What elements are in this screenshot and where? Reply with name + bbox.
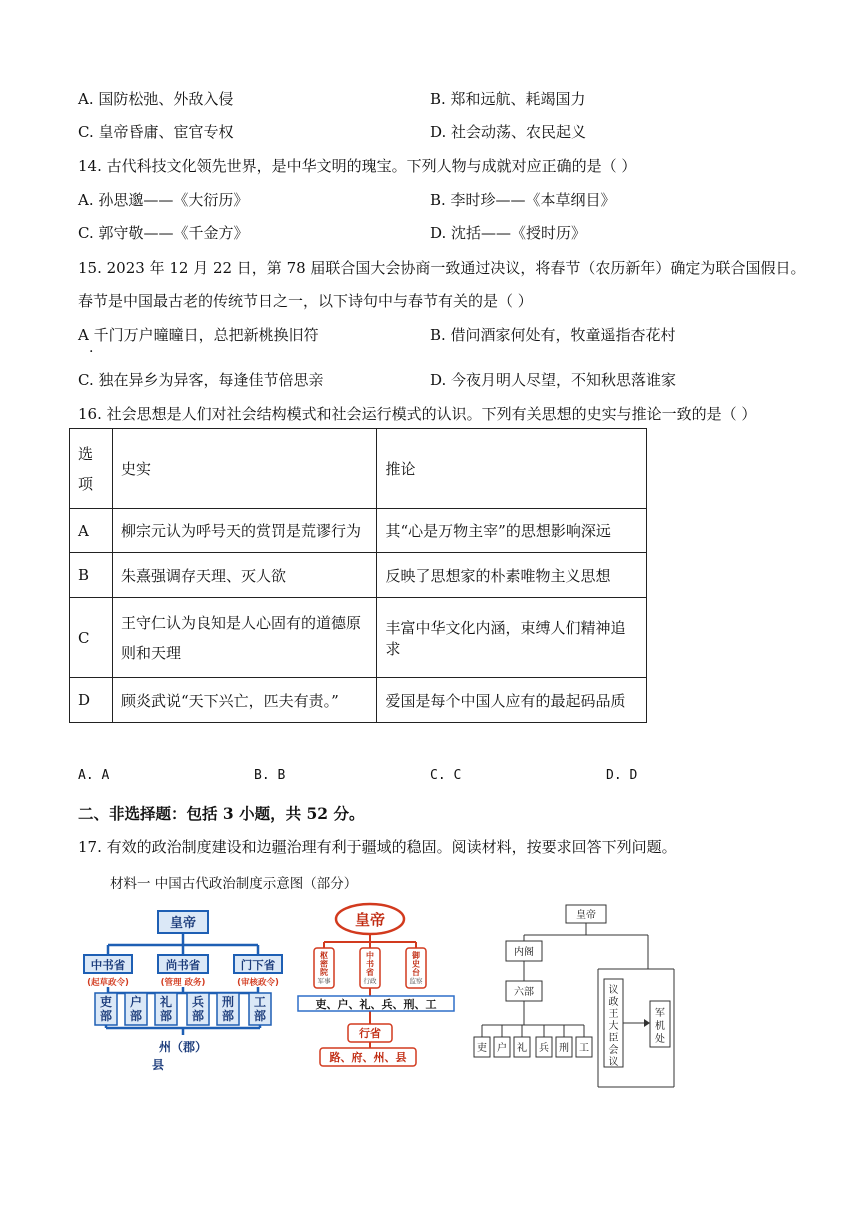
diagram-qing-system bbox=[464, 897, 686, 1097]
q15-option-a: A 千门万户曈曈日，总把新桃换旧符 bbox=[78, 326, 319, 344]
diagram2-branch-2-char-1: 史 bbox=[412, 959, 420, 969]
q16-row-b-fact: 朱熹强调存天理、灭人欲 bbox=[112, 553, 377, 598]
diagram3-grand-council-char-2: 处 bbox=[655, 1034, 665, 1045]
q16-row-a-fact: 柳宗元认为呼号天的赏罚是荒谬行为 bbox=[112, 509, 377, 553]
diagram1-local-zhou: 州（郡） bbox=[158, 1040, 208, 1054]
diagram2-note-yushi: 监察 bbox=[409, 977, 423, 985]
diagram3-council-char-1: 政 bbox=[608, 997, 619, 1008]
diagram3-emperor: 皇帝 bbox=[576, 910, 596, 921]
diagram1-note-menxia: (审核政令) bbox=[237, 978, 279, 988]
q15-stem-line1: 15. 2023 年 12 月 22 日，第 78 届联合国大会协商一致通过决议，将春节（农历新年）确定为联合国假日。 bbox=[78, 259, 806, 277]
diagram1-ministry-3-char-1: 部 bbox=[191, 1009, 205, 1023]
diagram1-ministry-2-char-0: 礼 bbox=[159, 995, 173, 1009]
table-row bbox=[70, 509, 647, 553]
q16-row-d-option: D bbox=[70, 678, 113, 723]
q16-header-option: 选 项 bbox=[70, 429, 113, 509]
q14-option-a: A. 孙思邈——《大衍历》 bbox=[78, 191, 249, 209]
diagram3-council-char-5: 会 bbox=[608, 1045, 619, 1056]
q16-row-d-fact: 顾炎武说“天下兴亡，匹夫有责。” bbox=[112, 678, 377, 723]
section-title: 二、非选择题：包括 3 小题，共 52 分。 bbox=[78, 804, 365, 823]
diagram3-ministry-1: 户 bbox=[497, 1043, 507, 1054]
q16-stem: 16. 社会思想是人们对社会结构模式和社会运行模式的认识。下列有关思想的史实与推论一致的是（ ） bbox=[78, 405, 757, 423]
diagram1-ministry-0-char-0: 吏 bbox=[99, 995, 113, 1009]
diagram2-branch-2-char-2: 台 bbox=[412, 968, 420, 977]
q14-stem: 14. 古代科技文化领先世界，是中华文明的瑰宝。下列人物与成就对应正确的是（ ） bbox=[78, 157, 637, 175]
table-row bbox=[70, 553, 647, 598]
q16-table-header bbox=[70, 429, 647, 509]
q14-option-b: B. 李时珍——《本草纲目》 bbox=[430, 191, 616, 209]
q13-option-d: D. 社会动荡、农民起义 bbox=[430, 123, 587, 141]
diagram3-ministry-4: 刑 bbox=[559, 1043, 569, 1054]
diagram3-council-char-6: 议 bbox=[608, 1057, 619, 1068]
diagram1-ministry-4-char-0: 刑 bbox=[221, 995, 235, 1009]
diagram2-note-zhongshu: 行政 bbox=[363, 977, 377, 985]
q16-answer-d: D. D bbox=[606, 768, 638, 783]
q13-option-c: C. 皇帝昏庸、宦官专权 bbox=[78, 123, 234, 141]
diagram2-branch-1-char-2: 省 bbox=[366, 968, 374, 977]
diagram1-local-xian: 县 bbox=[151, 1058, 165, 1072]
q15-stem-line2: 春节是中国最古老的传统节日之一，以下诗句中与春节有关的是（ ） bbox=[78, 292, 533, 310]
diagram3-council-char-2: 王 bbox=[608, 1009, 619, 1020]
q16-row-a-option: A bbox=[70, 509, 113, 553]
q15-option-b: B. 借问酒家何处有，牧童遥指杏花村 bbox=[430, 326, 676, 344]
q16-row-c-fact: 王守仁认为良知是人心固有的道德原则和天理 bbox=[112, 598, 377, 678]
diagram1-emperor: 皇帝 bbox=[169, 916, 197, 931]
diagram3-ministry-2: 礼 bbox=[517, 1043, 527, 1054]
diagram3-grand-council-char-0: 军 bbox=[655, 1008, 665, 1019]
diagram2-local: 路、府、州、县 bbox=[329, 1051, 407, 1064]
table-row bbox=[70, 678, 647, 723]
diagram1-ministry-1-char-1: 部 bbox=[129, 1009, 143, 1023]
q14-option-c: C. 郭守敬——《千金方》 bbox=[78, 224, 249, 242]
diagram3-council-char-0: 议 bbox=[608, 985, 619, 996]
diagram1-note-shangshu: (管理 政务) bbox=[160, 978, 206, 988]
diagram2-note-shumi: 军事 bbox=[317, 977, 331, 985]
diagram1-ministry-3-char-0: 兵 bbox=[191, 995, 205, 1009]
q13-option-a: A. 国防松弛、外敌入侵 bbox=[78, 90, 234, 108]
diagram3-six-ministries: 六部 bbox=[514, 987, 534, 998]
diagram2-branch-2-char-0: 御 bbox=[412, 951, 420, 960]
diagram1-note-zhongshu: (起草政令) bbox=[87, 978, 129, 988]
q16-header-fact: 史实 bbox=[112, 429, 377, 509]
q16-answer-b: B. B bbox=[254, 768, 286, 783]
diagram1-dept-shangshu: 尚书省 bbox=[165, 958, 201, 972]
q16-row-c-option: C bbox=[70, 598, 113, 678]
diagram1-ministry-1-char-0: 户 bbox=[129, 995, 143, 1009]
table-row bbox=[70, 598, 647, 678]
diagram1-dept-menxia: 门下省 bbox=[240, 958, 276, 972]
diagram3-ministry-3: 兵 bbox=[539, 1043, 549, 1054]
q15-option-a-dot: . bbox=[89, 340, 94, 356]
q16-row-d-inference: 爱国是每个中国人应有的最起码品质 bbox=[377, 678, 647, 723]
q17-stem: 17. 有效的政治制度建设和边疆治理有利于疆域的稳固。阅读材料，按要求回答下列问题。 bbox=[78, 838, 677, 856]
q15-option-d: D. 今夜月明人尽望，不知秋思落谁家 bbox=[430, 371, 677, 389]
diagram3-cabinet: 内阁 bbox=[514, 947, 534, 958]
diagram1-dept-zhongshu: 中书省 bbox=[90, 958, 126, 972]
diagram3-grand-council-char-1: 机 bbox=[655, 1021, 665, 1032]
diagram2-ministries: 吏、户、礼、兵、刑、工 bbox=[315, 998, 437, 1011]
q16-row-b-inference: 反映了思想家的朴素唯物主义思想 bbox=[377, 553, 647, 598]
diagram3-council-char-3: 大 bbox=[608, 1021, 619, 1032]
q16-answer-a: A. A bbox=[78, 768, 110, 783]
diagram2-branch-0-char-2: 院 bbox=[320, 968, 328, 977]
material-one-title: 材料一 中国古代政治制度示意图（部分） bbox=[110, 876, 358, 892]
diagram3-ministry-5: 工 bbox=[579, 1043, 589, 1054]
diagram2-emperor: 皇帝 bbox=[354, 911, 386, 929]
diagram3-council-char-4: 臣 bbox=[608, 1033, 619, 1044]
diagram1-ministry-5-char-0: 工 bbox=[253, 995, 267, 1009]
q13-option-b: B. 郑和远航、耗竭国力 bbox=[430, 90, 586, 108]
q15-option-c: C. 独在异乡为异客，每逢佳节倍思亲 bbox=[78, 371, 324, 389]
diagram1-ministry-0-char-1: 部 bbox=[99, 1009, 113, 1023]
diagram1-ministry-4-char-1: 部 bbox=[221, 1009, 235, 1023]
diagram1-ministry-5-char-1: 部 bbox=[253, 1009, 267, 1023]
diagram2-branch-0-char-0: 枢 bbox=[320, 951, 328, 960]
diagram-tang-system bbox=[78, 905, 288, 1075]
q16-answer-c: C. C bbox=[430, 768, 462, 783]
q16-row-b-option: B bbox=[70, 553, 113, 598]
diagram1-ministry-2-char-1: 部 bbox=[159, 1009, 173, 1023]
q16-row-c-inference: 丰富中华文化内涵，束缚人们精神追求 bbox=[377, 598, 647, 678]
diagram2-province: 行省 bbox=[359, 1027, 381, 1040]
diagram3-ministry-0: 吏 bbox=[477, 1043, 487, 1054]
diagram2-branch-0-char-1: 密 bbox=[320, 959, 328, 969]
diagram2-branch-1-char-0: 中 bbox=[366, 951, 374, 960]
q16-row-a-inference: 其“心是万物主宰”的思想影响深远 bbox=[377, 509, 647, 553]
diagram-yuan-system bbox=[296, 900, 458, 1090]
q16-header-inference: 推论 bbox=[377, 429, 647, 509]
q14-option-d: D. 沈括——《授时历》 bbox=[430, 224, 587, 242]
q16-table bbox=[69, 428, 647, 723]
diagram2-branch-1-char-1: 书 bbox=[366, 959, 374, 969]
